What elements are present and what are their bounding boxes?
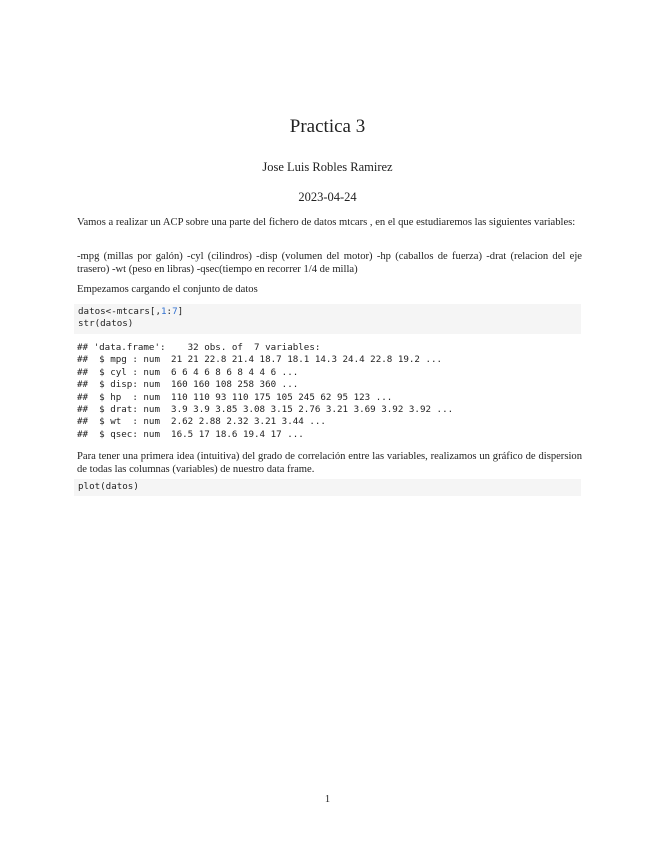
code-number: 7 [172,306,178,317]
page-number: 1 [324,794,331,805]
code-number: 1 [160,306,167,317]
plot-intro-paragraph: Para tener una primera idea (intuitiva) del grado de correlación entre las variables, realizamos un gráfico de dispersion de todas las columnas (variables) de nuestro data frame. [77,451,582,476]
output-line: ## $ wt : num 2.62 2.88 2.32 3.21 3.44 ... [77,416,326,428]
output-line: ## 'data.frame': 32 obs. of 7 variables: [77,342,321,353]
document-title: Practica 3 [289,116,366,137]
document-author: Jose Luis Robles Ramirez [262,160,393,174]
code-line: str(datos) [78,318,134,330]
output-line: ## $ hp : num 110 110 93 110 175 105 245 62 95 123 ... [77,391,393,403]
load-paragraph: Empezamos cargando el conjunto de datos [77,284,258,295]
code-line: ] [177,306,184,317]
code-block-plot [74,479,581,496]
output-line: ## $ disp: num 160 160 108 258 360 ... [77,379,299,391]
output-line: ## $ mpg : num 21 21 22.8 21.4 18.7 18.1 14.3 24.4 22.8 19.2 ... [77,354,443,366]
intro-paragraph: Vamos a realizar un ACP sobre una parte del fichero de datos mtcars , en el que estudiaremos las siguientes variables: [77,217,576,228]
output-line: ## $ drat: num 3.9 3.9 3.85 3.08 3.15 2.76 3.21 3.69 3.92 3.92 ... [77,404,454,416]
str-output [77,342,582,441]
output-line: ## $ cyl : num 6 6 4 6 8 6 8 4 4 6 ... [77,366,299,378]
variables-paragraph: -mpg (millas por galón) -cyl (cilindros) -disp (volumen del motor) -hp (caballos de fuerza) -drat (relacion del eje trasero) -wt (peso en libras) -qsec(tiempo en recorrer 1/4 de milla) [77,251,582,276]
code-operator: : [166,306,173,317]
code-block-load [74,304,581,334]
code-line: datos<-mtcars[, [78,306,161,317]
output-line: ## $ qsec: num 16.5 17 18.6 19.4 17 ... [77,428,304,440]
document-date: 2023-04-24 [298,190,357,204]
code-line: plot(datos) [78,481,139,492]
